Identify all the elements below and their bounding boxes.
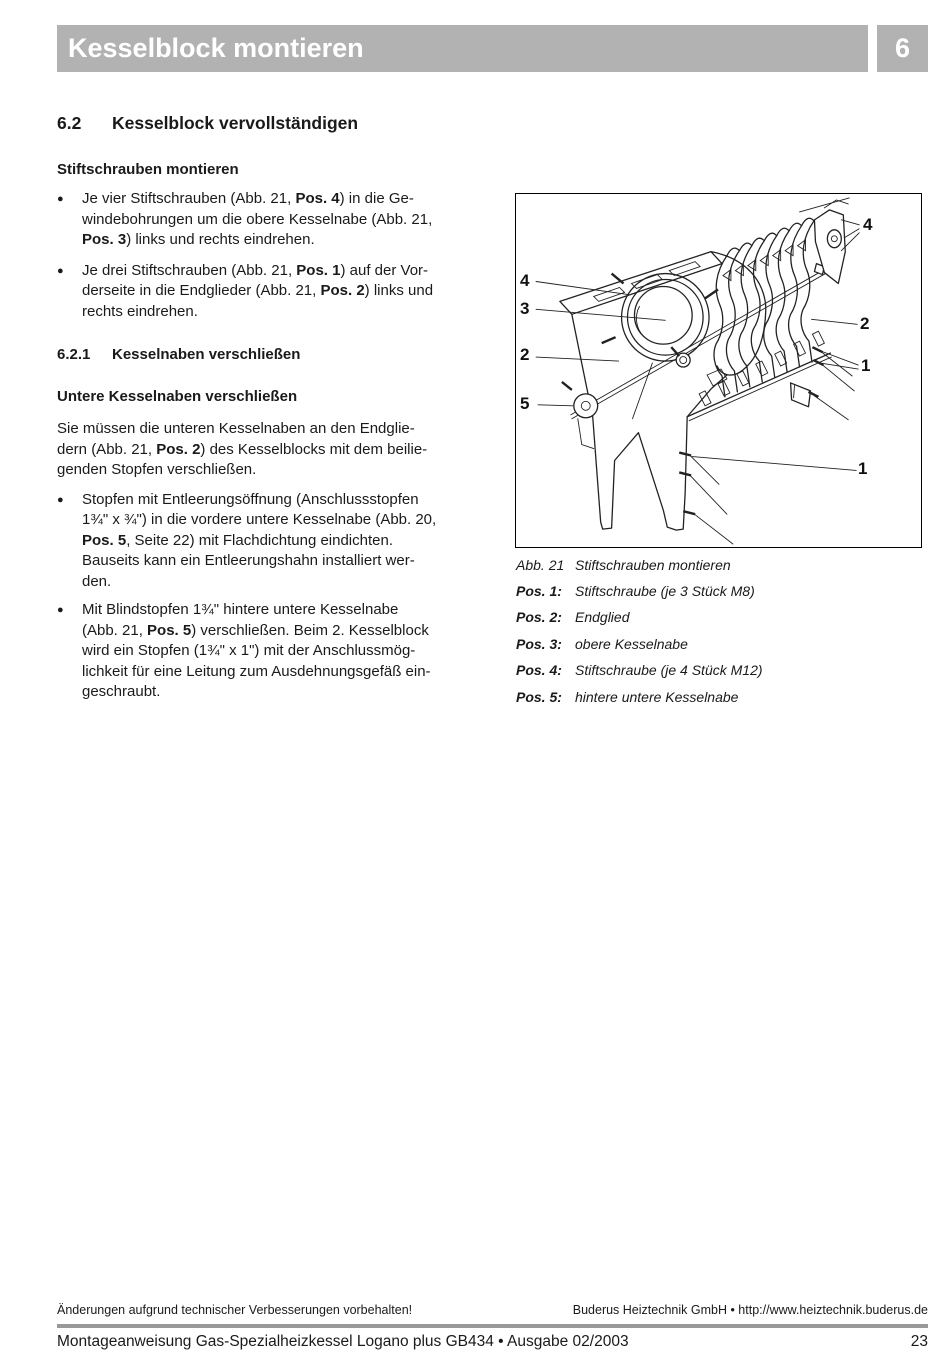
bullet-icon: ● xyxy=(57,604,64,616)
sub-heading-stiftschrauben: Stiftschrauben montieren xyxy=(57,161,239,178)
legend-row xyxy=(516,608,926,626)
chapter-title-bar xyxy=(57,25,868,72)
sub-heading-untere: Untere Kesselnaben verschließen xyxy=(57,388,298,405)
section-title: Kesselblock vervollständigen xyxy=(112,113,359,133)
footer-notes xyxy=(57,1303,928,1318)
subsection-number: 6.2.1 xyxy=(57,346,91,363)
figure-callout-5: 5 xyxy=(520,394,530,413)
legend-row xyxy=(516,661,926,679)
figure-caption xyxy=(516,556,926,574)
figure-callout-2: 2 xyxy=(860,314,870,333)
chapter-title: Kesselblock montieren xyxy=(68,33,364,63)
list-item xyxy=(57,189,487,251)
legend-row xyxy=(516,635,926,653)
figure-callout-4: 4 xyxy=(520,271,530,290)
footer-main xyxy=(57,1332,928,1351)
bullet-icon: ● xyxy=(57,493,64,506)
list-item-text: Stopfen mit Entleerungsöffnung (Anschlussstopfen 1¾" x ¾") in die vordere untere Kesselnabe (Abb. 20, Pos. 5, Seite 22) mit Flachdichtung eindichten. Bauseits kann ein Entleerungshahn installiert wer- den. xyxy=(82,490,437,590)
list-item xyxy=(57,261,487,323)
list-item-text: Je drei Stiftschrauben (Abb. 21, Pos. 1) auf der Vor- derseite in die Endglieder (Abb. 21, Pos. 2) links und rechts eindrehen. xyxy=(82,261,434,320)
legend-text: obere Kesselnabe xyxy=(575,635,688,652)
legend-label: Pos. 3: xyxy=(516,635,562,652)
section-number: 6.2 xyxy=(57,113,82,133)
footer-note-left: Änderungen aufgrund technischer Verbesserungen vorbehalten! xyxy=(57,1303,413,1317)
figure-caption-text: Stiftschrauben montieren xyxy=(575,557,731,573)
legend-label: Pos. 1: xyxy=(516,583,562,599)
figure-legend xyxy=(516,582,926,714)
legend-row xyxy=(516,688,926,706)
figure-boiler-block xyxy=(515,193,922,548)
subsection-title: Kesselnaben verschließen xyxy=(112,346,301,363)
footer-divider xyxy=(57,1324,928,1328)
list-item-text: Je vier Stiftschrauben (Abb. 21, Pos. 4) in die Ge- windebohrungen um die obere Kesselnabe (Abb. 21, Pos. 3) links und rechts eindrehen. xyxy=(82,190,433,248)
paragraph: Sie müssen die unteren Kesselnaben an den Endglie- dern (Abb. 21, Pos. 2) des Kesselblocks mit dem beilie- genden Stopfen verschließen. xyxy=(57,420,428,478)
chapter-number: 6 xyxy=(894,33,911,63)
chapter-number-box xyxy=(877,25,928,72)
page-number: 23 xyxy=(910,1333,928,1350)
legend-label: Pos. 5: xyxy=(516,688,562,705)
legend-text: Stiftschraube (je 4 Stück M12) xyxy=(575,662,763,679)
bullet-icon: ● xyxy=(57,264,64,277)
figure-callout-2: 2 xyxy=(520,345,530,364)
figure-callout-4: 4 xyxy=(863,215,873,234)
legend-text: Stiftschraube (je 3 Stück M8) xyxy=(575,583,755,599)
subsection-heading xyxy=(57,345,487,365)
footer-note-right: Buderus Heiztechnik GmbH • http://www.heiztechnik.buderus.de xyxy=(572,1303,928,1317)
list-item xyxy=(57,600,487,703)
legend-label: Pos. 2: xyxy=(516,609,562,626)
figure-callout-3: 3 xyxy=(520,299,530,318)
figure-callout-1: 1 xyxy=(858,459,868,478)
bullet-icon: ● xyxy=(57,193,64,205)
legend-row xyxy=(516,582,926,600)
section-heading xyxy=(57,112,358,134)
list-item xyxy=(57,490,487,593)
text-column xyxy=(57,160,487,703)
document-title: Montageanweisung Gas-Spezialheizkessel Logano plus GB434 • Ausgabe 02/2003 xyxy=(57,1333,629,1350)
figure-caption-label: Abb. 21 xyxy=(516,557,565,573)
legend-label: Pos. 4: xyxy=(516,662,562,679)
list-item-text: Mit Blindstopfen 1¾" hintere untere Kesselnabe (Abb. 21, Pos. 5) verschließen. Beim 2. Kesselblock wird ein Stopfen (1¾" x 1") mit der Anschlussmög- lichkeit für eine Leitung zum Ausdehnungsgefäß ein- geschraubt. xyxy=(82,601,431,700)
figure-callout-1: 1 xyxy=(861,356,871,375)
legend-text: hintere untere Kesselnabe xyxy=(575,688,739,705)
legend-text: Endglied xyxy=(575,609,630,626)
